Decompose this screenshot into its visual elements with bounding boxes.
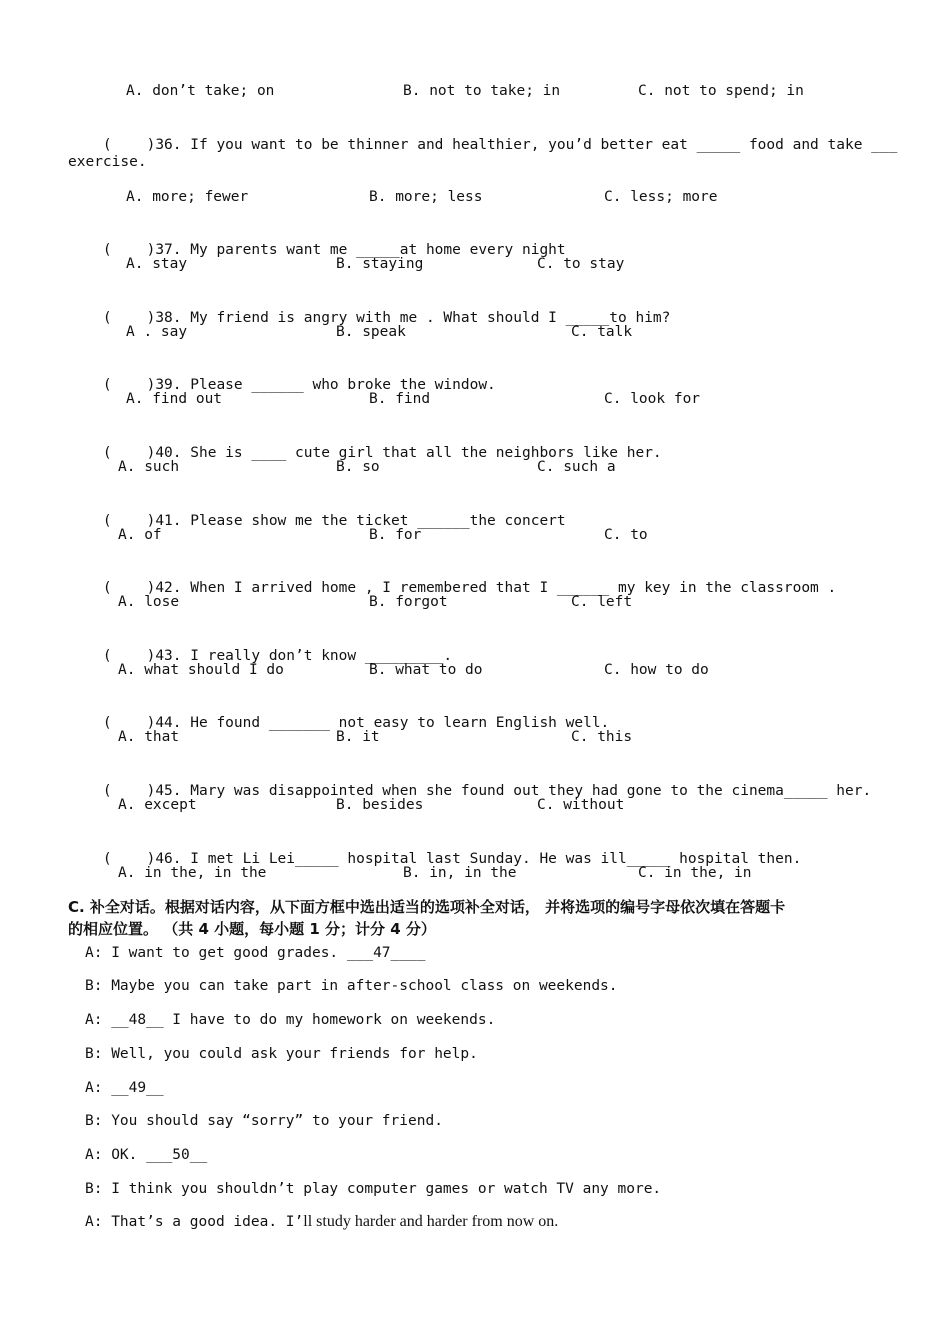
answer-bracket: ( ) (102, 377, 156, 393)
q40-option-c: C. such a (537, 459, 616, 475)
q43-option-b: B. what to do (369, 662, 483, 678)
question-36-stem-continued: exercise. (68, 154, 147, 170)
q40-option-a: A. such (118, 459, 180, 475)
q46-option-b: B. in, in the (403, 865, 517, 881)
question-number: 38 (155, 310, 173, 326)
question-38: ( )38. My friend is angry with me . What should I _____to him? (102, 310, 671, 326)
question-44: ( )44. He found _______ not easy to learn English well. (102, 715, 610, 731)
question-number: 44 (155, 715, 173, 731)
dialogue-line-9-head: A: That’s a good idea. I’ (85, 1214, 304, 1230)
dialogue-line-2: B: Maybe you can take part in after-school class on weekends. (85, 978, 618, 994)
question-number: 46 (155, 851, 173, 867)
answer-bracket: ( ) (102, 648, 156, 664)
answer-bracket: ( ) (102, 242, 156, 258)
question-stem: Mary was disappointed when she found out they had gone to the cinema_____ her. (190, 783, 872, 799)
q35-option-b: B. not to take; in (403, 83, 561, 99)
q45-option-a: A. except (118, 797, 197, 813)
dialogue-line-6: B: You should say “sorry” to your friend. (85, 1113, 443, 1129)
dialogue-line-8: B: I think you shouldn’t play computer games or watch TV any more. (85, 1181, 662, 1197)
question-45: ( )45. Mary was disappointed when she found out they had gone to the cinema_____ her. (102, 783, 872, 799)
q41-option-c: C. to (604, 527, 648, 543)
question-number: 43 (155, 648, 173, 664)
question-46: ( )46. I met Li Lei_____ hospital last Sunday. He was ill_____ hospital then. (102, 851, 802, 867)
q43-option-c: C. how to do (604, 662, 709, 678)
question-number: 40 (155, 445, 173, 461)
question-42: ( )42. When I arrived home , I remembered that I ______ my key in the classroom . (102, 580, 837, 596)
q43-option-a: A. what should I do (118, 662, 284, 678)
q36-option-a: A. more; fewer (126, 189, 249, 205)
q35-option-a: A. don’t take; on (126, 83, 275, 99)
q38-option-c: C. talk (571, 324, 633, 340)
question-stem: I met Li Lei_____ hospital last Sunday. He was ill_____ hospital then. (190, 851, 802, 867)
q37-option-b: B. staying (336, 256, 424, 272)
answer-bracket: ( ) (102, 783, 156, 799)
q35-option-c: C. not to spend; in (638, 83, 804, 99)
question-stem: Please show me the ticket ______the concert (190, 513, 566, 529)
dialogue-line-7: A: OK. ___50__ (85, 1147, 208, 1163)
question-39: ( )39. Please ______ who broke the window. (102, 377, 496, 393)
q44-option-c: C. this (571, 729, 633, 745)
question-36: ( )36. If you want to be thinner and healthier, you’d better eat _____ food and take ___ (102, 137, 898, 153)
section-c-heading-line1: C. 补全对话。根据对话内容，从下面方框中选出适当的选项补全对话， 并将选项的编号字母依次填在答题卡 (68, 898, 786, 916)
question-41: ( )41. Please show me the ticket ______the concert (102, 513, 566, 529)
q41-option-a: A. of (118, 527, 162, 543)
question-stem: She is ____ cute girl that all the neighbors like her. (190, 445, 662, 461)
q40-option-b: B. so (336, 459, 380, 475)
section-c-heading-line2: 的相应位置。 （共 4 小题，每小题 1 分；计分 4 分） (68, 920, 436, 938)
answer-bracket: ( ) (102, 513, 156, 529)
answer-bracket: ( ) (102, 851, 156, 867)
question-number: 39 (155, 377, 173, 393)
q42-option-b: B. forgot (369, 594, 448, 610)
q45-option-c: C. without (537, 797, 625, 813)
question-stem: My parents want me _____at home every night (190, 242, 566, 258)
q39-option-a: A. find out (126, 391, 223, 407)
q36-option-b: B. more; less (369, 189, 483, 205)
dialogue-line-3: A: __48__ I have to do my homework on weekends. (85, 1012, 496, 1028)
question-number: 45 (155, 783, 173, 799)
question-stem: When I arrived home , I remembered that I ______ my key in the classroom . (190, 580, 837, 596)
q36-option-c: C. less; more (604, 189, 718, 205)
dialogue-line-9-tail: ll study harder and harder from now on. (303, 1213, 559, 1230)
q44-option-b: B. it (336, 729, 380, 745)
answer-bracket: ( ) (102, 445, 156, 461)
question-40: ( )40. She is ____ cute girl that all the neighbors like her. (102, 445, 662, 461)
q39-option-b: B. find (369, 391, 431, 407)
answer-bracket: ( ) (102, 310, 156, 326)
q42-option-c: C. left (571, 594, 633, 610)
question-number: 42 (155, 580, 173, 596)
dialogue-line-5: A: __49__ (85, 1080, 164, 1096)
q38-option-b: B. speak (336, 324, 406, 340)
question-number: 41 (155, 513, 173, 529)
section-c-heading (68, 896, 888, 940)
q37-option-c: C. to stay (537, 256, 625, 272)
question-stem: If you want to be thinner and healthier, you’d better eat _____ food and take ___ (190, 137, 898, 153)
question-number: 36 (155, 137, 173, 153)
q45-option-b: B. besides (336, 797, 424, 813)
question-stem: My friend is angry with me . What should I _____to him? (190, 310, 671, 326)
q46-option-a: A. in the, in the (118, 865, 267, 881)
question-stem: Please ______ who broke the window. (190, 377, 496, 393)
dialogue-line-4: B: Well, you could ask your friends for help. (85, 1046, 478, 1062)
question-43: ( )43. I really don’t know _________. (102, 648, 453, 664)
question-stem: He found _______ not easy to learn English well. (190, 715, 610, 731)
answer-bracket: ( ) (102, 137, 156, 153)
dialogue-line-9 (85, 1212, 558, 1232)
q38-option-a: A . say (126, 324, 188, 340)
q41-option-b: B. for (369, 527, 422, 543)
question-stem: I really don’t know _________. (190, 648, 453, 664)
q46-option-c: C. in the, in (638, 865, 752, 881)
answer-bracket: ( ) (102, 715, 156, 731)
dialogue-line-1: A: I want to get good grades. ___47____ (85, 945, 426, 961)
q37-option-a: A. stay (126, 256, 188, 272)
q39-option-c: C. look for (604, 391, 701, 407)
q44-option-a: A. that (118, 729, 180, 745)
answer-bracket: ( ) (102, 580, 156, 596)
q42-option-a: A. lose (118, 594, 180, 610)
question-37: ( )37. My parents want me _____at home every night (102, 242, 566, 258)
question-number: 37 (155, 242, 173, 258)
